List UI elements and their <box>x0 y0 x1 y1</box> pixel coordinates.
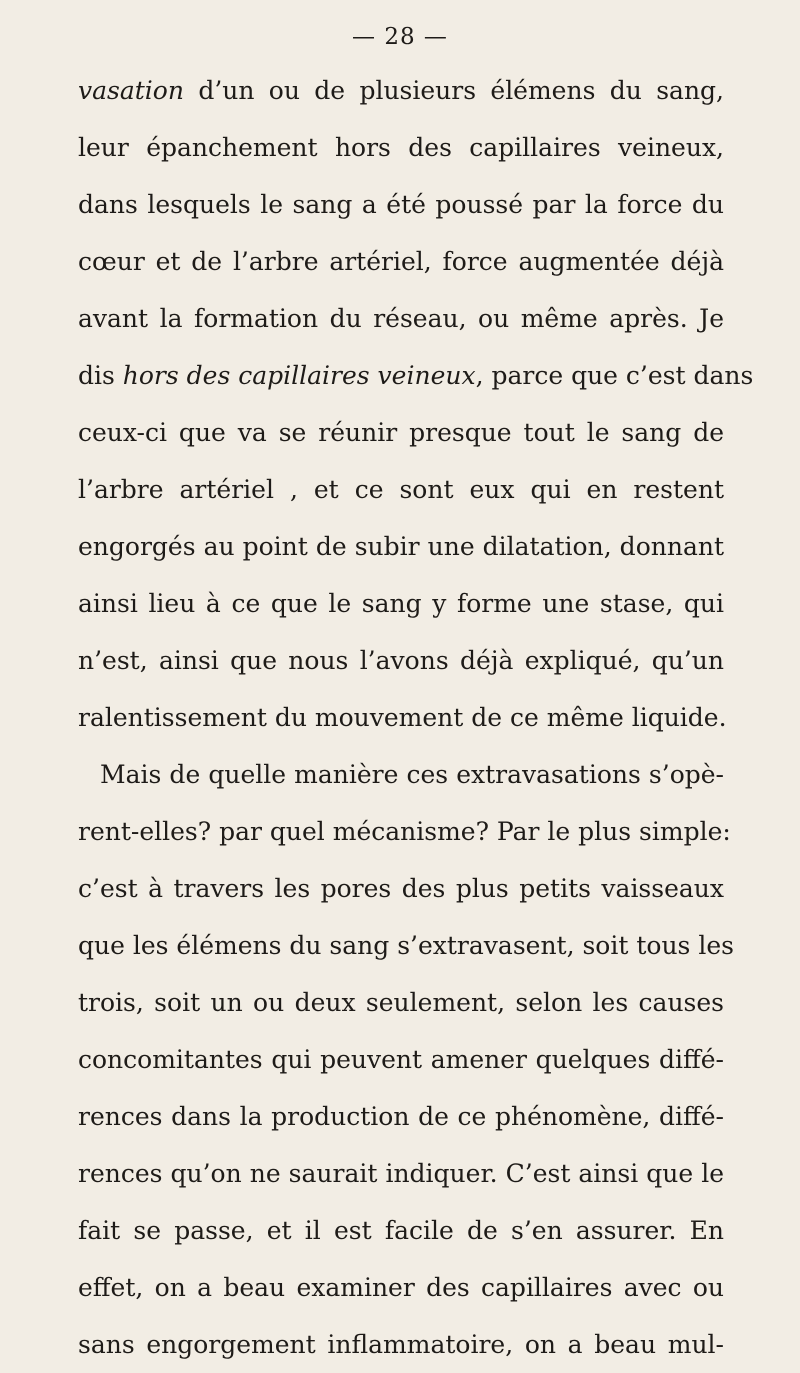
text-line-1: vasation d’un ou de plusieurs élémens du sang, <box>78 76 724 105</box>
text-line-14: rent-elles? par quel mécanisme? Par le plus simple: <box>78 817 731 846</box>
text-line-11: n’est, ainsi que nous l’avons déjà expliqué, qu’un <box>78 646 724 675</box>
text-line-21: fait se passe, et il est facile de s’en assurer. En <box>78 1216 724 1245</box>
page-number: — 28 — <box>352 24 448 50</box>
text-line-17: trois, soit un ou deux seulement, selon les causes <box>78 988 724 1017</box>
text-line-22: effet, on a beau examiner des capillaires avec ou <box>78 1273 724 1302</box>
text-line-9: engorgés au point de subir une dilatation, donnant <box>78 532 724 561</box>
text-line-15: c’est à travers les pores des plus petits vaisseaux <box>78 874 724 903</box>
text-line-16: que les élémens du sang s’extravasent, soit tous les <box>78 931 734 960</box>
text-line-10: ainsi lieu à ce que le sang y forme une stase, qui <box>78 589 724 618</box>
text-line-23: sans engorgement inflammatoire, on a beau mul- <box>78 1330 724 1359</box>
text-line-8: l’arbre artériel , et ce sont eux qui en restent <box>78 475 724 504</box>
text-line-20: rences qu’on ne saurait indiquer. C’est ainsi que le <box>78 1159 724 1188</box>
text-line-12: ralentissement du mouvement de ce même liquide. <box>78 703 727 732</box>
text-line-5: avant la formation du réseau, ou même après. Je <box>78 304 724 333</box>
text-line-3: dans lesquels le sang a été poussé par la force du <box>78 190 724 219</box>
text-line-4: cœur et de l’arbre artériel, force augmentée déjà <box>78 247 724 276</box>
text-line-7: ceux-ci que va se réunir presque tout le sang de <box>78 418 724 447</box>
text-line-13: Mais de quelle manière ces extravasations s’opè- <box>100 760 724 789</box>
text-line-18: concomitantes qui peuvent amener quelques diffé- <box>78 1045 724 1074</box>
text-line-19: rences dans la production de ce phénomène, diffé- <box>78 1102 724 1131</box>
text-line-6: dis hors des capillaires veineux, parce que c’est dans <box>78 361 754 390</box>
text-line-2: leur épanchement hors des capillaires veineux, <box>78 133 724 162</box>
body-text <box>78 62 754 1373</box>
